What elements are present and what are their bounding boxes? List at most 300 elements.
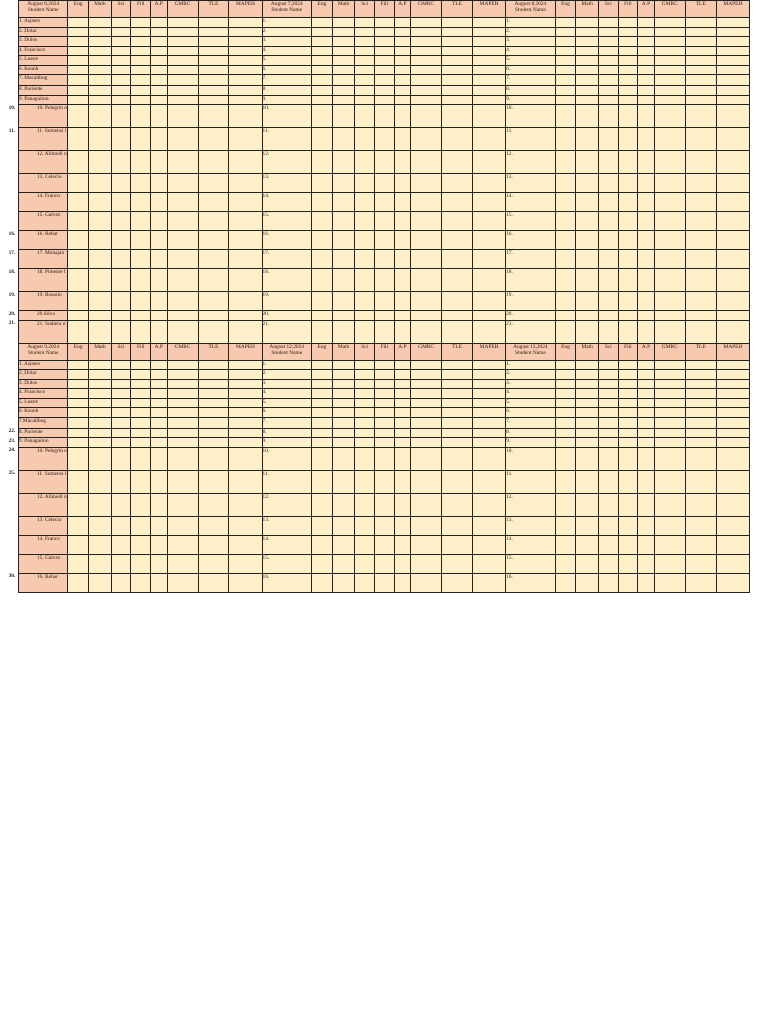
grade-cell-mapeh[interactable] bbox=[716, 231, 749, 250]
grade-cell-sci[interactable] bbox=[111, 174, 131, 193]
grade-cell-mapeh[interactable] bbox=[229, 389, 262, 399]
grade-cell-gmrc[interactable] bbox=[654, 105, 685, 128]
grade-cell-tle[interactable] bbox=[442, 535, 473, 554]
student-name-cell[interactable]: 16. Rebar bbox=[18, 573, 68, 592]
grade-cell-fill[interactable] bbox=[375, 320, 395, 343]
grade-cell-math[interactable] bbox=[576, 417, 599, 428]
grade-cell-a-p[interactable] bbox=[394, 174, 411, 193]
grade-cell-fill[interactable] bbox=[618, 86, 638, 96]
grade-cell-eng[interactable] bbox=[555, 128, 576, 151]
grade-cell-math[interactable] bbox=[576, 151, 599, 174]
grade-cell-tle[interactable] bbox=[198, 56, 229, 66]
grade-cell-sci[interactable] bbox=[111, 320, 131, 343]
grade-cell-math[interactable] bbox=[576, 493, 599, 516]
grade-cell-eng[interactable] bbox=[312, 470, 333, 493]
grade-cell-a-p[interactable] bbox=[394, 311, 411, 321]
grade-cell-tle[interactable] bbox=[198, 379, 229, 389]
student-number-cell[interactable]: 7. bbox=[262, 75, 312, 86]
grade-cell-gmrc[interactable] bbox=[167, 447, 198, 470]
grade-cell-sci[interactable] bbox=[355, 212, 375, 231]
grade-cell-gmrc[interactable] bbox=[654, 370, 685, 380]
student-number-cell[interactable]: 4. bbox=[506, 389, 556, 399]
grade-cell-eng[interactable] bbox=[312, 56, 333, 66]
student-number-cell[interactable]: 3. bbox=[506, 379, 556, 389]
grade-cell-sci[interactable] bbox=[599, 292, 619, 311]
grade-cell-fill[interactable] bbox=[375, 250, 395, 269]
grade-cell-mapeh[interactable] bbox=[473, 573, 506, 592]
student-name-cell[interactable]: 3. Dulos bbox=[18, 379, 68, 389]
grade-cell-math[interactable] bbox=[576, 379, 599, 389]
student-name-cell[interactable]: 7. Macalibog bbox=[18, 75, 68, 86]
grade-cell-tle[interactable] bbox=[685, 27, 716, 37]
grade-cell-a-p[interactable] bbox=[394, 370, 411, 380]
grade-cell-sci[interactable] bbox=[599, 554, 619, 573]
grade-cell-math[interactable] bbox=[89, 470, 112, 493]
grade-cell-a-p[interactable] bbox=[394, 320, 411, 343]
grade-cell-sci[interactable] bbox=[111, 231, 131, 250]
grade-cell-sci[interactable] bbox=[599, 37, 619, 47]
grade-cell-eng[interactable] bbox=[68, 408, 89, 418]
grade-cell-fill[interactable] bbox=[375, 56, 395, 66]
student-name-cell[interactable]: 9. Panaguiton bbox=[18, 438, 68, 448]
grade-cell-tle[interactable] bbox=[442, 56, 473, 66]
grade-cell-sci[interactable] bbox=[355, 75, 375, 86]
grade-cell-tle[interactable] bbox=[442, 360, 473, 370]
student-number-cell[interactable]: 16. bbox=[506, 573, 556, 592]
grade-cell-a-p[interactable] bbox=[638, 360, 655, 370]
grade-cell-mapeh[interactable] bbox=[229, 320, 262, 343]
grade-cell-a-p[interactable] bbox=[151, 573, 168, 592]
grade-cell-math[interactable] bbox=[89, 250, 112, 269]
grade-cell-mapeh[interactable] bbox=[473, 27, 506, 37]
grade-cell-tle[interactable] bbox=[685, 360, 716, 370]
grade-cell-eng[interactable] bbox=[312, 516, 333, 535]
grade-cell-fill[interactable] bbox=[375, 193, 395, 212]
grade-cell-mapeh[interactable] bbox=[473, 417, 506, 428]
grade-cell-gmrc[interactable] bbox=[167, 95, 198, 105]
grade-cell-tle[interactable] bbox=[685, 438, 716, 448]
grade-cell-eng[interactable] bbox=[68, 86, 89, 96]
grade-cell-eng[interactable] bbox=[312, 554, 333, 573]
grade-cell-fill[interactable] bbox=[131, 151, 151, 174]
grade-cell-mapeh[interactable] bbox=[473, 493, 506, 516]
grade-cell-tle[interactable] bbox=[198, 370, 229, 380]
grade-cell-fill[interactable] bbox=[375, 151, 395, 174]
grade-cell-gmrc[interactable] bbox=[654, 56, 685, 66]
grade-cell-eng[interactable] bbox=[312, 417, 333, 428]
grade-cell-mapeh[interactable] bbox=[716, 128, 749, 151]
grade-cell-math[interactable] bbox=[576, 27, 599, 37]
grade-cell-a-p[interactable] bbox=[151, 65, 168, 75]
student-number-cell[interactable]: 5. bbox=[262, 398, 312, 408]
grade-cell-fill[interactable] bbox=[618, 417, 638, 428]
grade-cell-tle[interactable] bbox=[442, 311, 473, 321]
grade-cell-fill[interactable] bbox=[618, 447, 638, 470]
grade-cell-sci[interactable] bbox=[111, 95, 131, 105]
grade-cell-fill[interactable] bbox=[375, 470, 395, 493]
grade-cell-gmrc[interactable] bbox=[411, 65, 442, 75]
grade-cell-sci[interactable] bbox=[111, 398, 131, 408]
grade-cell-tle[interactable] bbox=[198, 231, 229, 250]
grade-cell-sci[interactable] bbox=[355, 250, 375, 269]
grade-cell-gmrc[interactable] bbox=[654, 428, 685, 438]
grade-cell-math[interactable] bbox=[332, 86, 355, 96]
grade-cell-mapeh[interactable] bbox=[473, 379, 506, 389]
grade-cell-gmrc[interactable] bbox=[411, 269, 442, 292]
grade-cell-fill[interactable] bbox=[131, 417, 151, 428]
grade-cell-a-p[interactable] bbox=[638, 18, 655, 28]
grade-cell-eng[interactable] bbox=[68, 370, 89, 380]
grade-cell-mapeh[interactable] bbox=[716, 428, 749, 438]
grade-cell-math[interactable] bbox=[332, 470, 355, 493]
grade-cell-math[interactable] bbox=[89, 360, 112, 370]
student-name-cell[interactable]: 6. Ksonh bbox=[18, 408, 68, 418]
student-name-cell[interactable]: 4. Francisco bbox=[18, 389, 68, 399]
student-name-cell[interactable]: 11. Sumensi l bbox=[18, 470, 68, 493]
grade-cell-mapeh[interactable] bbox=[473, 360, 506, 370]
grade-cell-tle[interactable] bbox=[685, 151, 716, 174]
grade-cell-sci[interactable] bbox=[355, 447, 375, 470]
grade-cell-gmrc[interactable] bbox=[411, 56, 442, 66]
grade-cell-math[interactable] bbox=[576, 470, 599, 493]
grade-cell-tle[interactable] bbox=[685, 86, 716, 96]
student-name-cell[interactable]: 12. Alimodi n bbox=[18, 493, 68, 516]
grade-cell-mapeh[interactable] bbox=[716, 46, 749, 56]
grade-cell-sci[interactable] bbox=[111, 447, 131, 470]
grade-cell-a-p[interactable] bbox=[151, 554, 168, 573]
grade-cell-eng[interactable] bbox=[312, 535, 333, 554]
grade-cell-tle[interactable] bbox=[685, 231, 716, 250]
grade-cell-mapeh[interactable] bbox=[716, 174, 749, 193]
grade-cell-a-p[interactable] bbox=[151, 438, 168, 448]
grade-cell-tle[interactable] bbox=[198, 151, 229, 174]
grade-cell-a-p[interactable] bbox=[151, 292, 168, 311]
grade-cell-math[interactable] bbox=[89, 573, 112, 592]
grade-cell-math[interactable] bbox=[332, 516, 355, 535]
grade-cell-gmrc[interactable] bbox=[411, 554, 442, 573]
grade-cell-sci[interactable] bbox=[599, 75, 619, 86]
student-number-cell[interactable]: 1. bbox=[506, 360, 556, 370]
grade-cell-mapeh[interactable] bbox=[229, 428, 262, 438]
grade-cell-tle[interactable] bbox=[198, 516, 229, 535]
grade-cell-a-p[interactable] bbox=[151, 86, 168, 96]
grade-cell-gmrc[interactable] bbox=[167, 398, 198, 408]
grade-cell-sci[interactable] bbox=[355, 174, 375, 193]
student-name-cell[interactable]: 6. Ksonh bbox=[18, 65, 68, 75]
grade-cell-gmrc[interactable] bbox=[654, 65, 685, 75]
grade-cell-a-p[interactable] bbox=[394, 573, 411, 592]
grade-cell-eng[interactable] bbox=[68, 174, 89, 193]
grade-cell-eng[interactable] bbox=[555, 493, 576, 516]
grade-cell-fill[interactable] bbox=[618, 250, 638, 269]
grade-cell-a-p[interactable] bbox=[394, 212, 411, 231]
grade-cell-eng[interactable] bbox=[555, 379, 576, 389]
grade-cell-eng[interactable] bbox=[68, 231, 89, 250]
grade-cell-gmrc[interactable] bbox=[411, 250, 442, 269]
grade-cell-tle[interactable] bbox=[685, 269, 716, 292]
grade-cell-gmrc[interactable] bbox=[654, 417, 685, 428]
grade-cell-math[interactable] bbox=[89, 428, 112, 438]
grade-cell-math[interactable] bbox=[89, 212, 112, 231]
student-number-cell[interactable]: 2. bbox=[506, 27, 556, 37]
student-number-cell[interactable]: 6. bbox=[506, 65, 556, 75]
grade-cell-sci[interactable] bbox=[111, 408, 131, 418]
grade-cell-eng[interactable] bbox=[555, 37, 576, 47]
student-number-cell[interactable]: 2. bbox=[262, 27, 312, 37]
grade-cell-mapeh[interactable] bbox=[229, 250, 262, 269]
grade-cell-eng[interactable] bbox=[312, 231, 333, 250]
grade-cell-mapeh[interactable] bbox=[229, 46, 262, 56]
grade-cell-a-p[interactable] bbox=[151, 105, 168, 128]
grade-cell-tle[interactable] bbox=[442, 370, 473, 380]
grade-cell-fill[interactable] bbox=[131, 493, 151, 516]
student-name-cell[interactable]: 11. Sumensi l bbox=[18, 128, 68, 151]
grade-cell-a-p[interactable] bbox=[638, 250, 655, 269]
grade-cell-tle[interactable] bbox=[442, 27, 473, 37]
grade-cell-sci[interactable] bbox=[599, 27, 619, 37]
grade-cell-sci[interactable] bbox=[111, 86, 131, 96]
student-number-cell[interactable]: 12. bbox=[262, 151, 312, 174]
student-name-cell[interactable]: 13. Celecio bbox=[18, 174, 68, 193]
grade-cell-gmrc[interactable] bbox=[167, 37, 198, 47]
grade-cell-math[interactable] bbox=[89, 493, 112, 516]
grade-cell-math[interactable] bbox=[89, 105, 112, 128]
grade-cell-sci[interactable] bbox=[355, 398, 375, 408]
grade-cell-eng[interactable] bbox=[312, 18, 333, 28]
grade-cell-math[interactable] bbox=[332, 56, 355, 66]
grade-cell-math[interactable] bbox=[576, 360, 599, 370]
student-number-cell[interactable]: 12. bbox=[506, 493, 556, 516]
grade-cell-tle[interactable] bbox=[198, 75, 229, 86]
grade-cell-eng[interactable] bbox=[68, 105, 89, 128]
grade-cell-math[interactable] bbox=[576, 95, 599, 105]
grade-cell-mapeh[interactable] bbox=[716, 573, 749, 592]
grade-cell-math[interactable] bbox=[332, 75, 355, 86]
student-number-cell[interactable]: 18. bbox=[262, 269, 312, 292]
grade-cell-tle[interactable] bbox=[198, 95, 229, 105]
grade-cell-math[interactable] bbox=[89, 56, 112, 66]
grade-cell-mapeh[interactable] bbox=[716, 269, 749, 292]
grade-cell-sci[interactable] bbox=[599, 379, 619, 389]
student-number-cell[interactable]: 6. bbox=[262, 65, 312, 75]
grade-cell-mapeh[interactable] bbox=[473, 470, 506, 493]
grade-cell-sci[interactable] bbox=[355, 105, 375, 128]
grade-cell-gmrc[interactable] bbox=[411, 95, 442, 105]
grade-cell-mapeh[interactable] bbox=[473, 320, 506, 343]
student-number-cell[interactable]: 12. bbox=[262, 493, 312, 516]
grade-cell-math[interactable] bbox=[332, 250, 355, 269]
grade-cell-math[interactable] bbox=[89, 27, 112, 37]
grade-cell-mapeh[interactable] bbox=[716, 470, 749, 493]
grade-cell-a-p[interactable] bbox=[151, 46, 168, 56]
grade-cell-tle[interactable] bbox=[442, 269, 473, 292]
grade-cell-math[interactable] bbox=[332, 360, 355, 370]
student-name-cell[interactable]: 18. Pimente l bbox=[18, 269, 68, 292]
grade-cell-gmrc[interactable] bbox=[411, 447, 442, 470]
grade-cell-tle[interactable] bbox=[442, 193, 473, 212]
grade-cell-mapeh[interactable] bbox=[473, 311, 506, 321]
grade-cell-gmrc[interactable] bbox=[411, 174, 442, 193]
grade-cell-tle[interactable] bbox=[442, 447, 473, 470]
grade-cell-math[interactable] bbox=[576, 311, 599, 321]
grade-cell-math[interactable] bbox=[89, 379, 112, 389]
grade-cell-gmrc[interactable] bbox=[167, 56, 198, 66]
grade-cell-sci[interactable] bbox=[355, 86, 375, 96]
grade-cell-eng[interactable] bbox=[312, 212, 333, 231]
grade-cell-fill[interactable] bbox=[618, 105, 638, 128]
grade-cell-fill[interactable] bbox=[131, 231, 151, 250]
grade-cell-gmrc[interactable] bbox=[167, 27, 198, 37]
grade-cell-mapeh[interactable] bbox=[716, 65, 749, 75]
grade-cell-fill[interactable] bbox=[375, 269, 395, 292]
grade-cell-gmrc[interactable] bbox=[411, 360, 442, 370]
grade-cell-math[interactable] bbox=[576, 65, 599, 75]
grade-cell-mapeh[interactable] bbox=[229, 408, 262, 418]
student-name-cell[interactable]: 19. Rosario bbox=[18, 292, 68, 311]
grade-cell-mapeh[interactable] bbox=[716, 151, 749, 174]
grade-cell-a-p[interactable] bbox=[638, 370, 655, 380]
student-name-cell[interactable]: 1. Asjeers bbox=[18, 360, 68, 370]
grade-cell-gmrc[interactable] bbox=[411, 151, 442, 174]
grade-cell-mapeh[interactable] bbox=[229, 379, 262, 389]
grade-cell-a-p[interactable] bbox=[638, 231, 655, 250]
grade-cell-a-p[interactable] bbox=[638, 573, 655, 592]
grade-cell-fill[interactable] bbox=[618, 408, 638, 418]
grade-cell-gmrc[interactable] bbox=[167, 370, 198, 380]
grade-cell-tle[interactable] bbox=[198, 554, 229, 573]
grade-cell-math[interactable] bbox=[89, 311, 112, 321]
grade-cell-eng[interactable] bbox=[68, 447, 89, 470]
grade-cell-gmrc[interactable] bbox=[411, 370, 442, 380]
grade-cell-gmrc[interactable] bbox=[167, 46, 198, 56]
grade-cell-tle[interactable] bbox=[198, 105, 229, 128]
grade-cell-sci[interactable] bbox=[599, 389, 619, 399]
grade-cell-math[interactable] bbox=[576, 269, 599, 292]
grade-cell-tle[interactable] bbox=[198, 447, 229, 470]
grade-cell-a-p[interactable] bbox=[638, 128, 655, 151]
grade-cell-math[interactable] bbox=[89, 398, 112, 408]
grade-cell-math[interactable] bbox=[89, 417, 112, 428]
grade-cell-eng[interactable] bbox=[68, 212, 89, 231]
grade-cell-mapeh[interactable] bbox=[473, 75, 506, 86]
grade-cell-tle[interactable] bbox=[685, 554, 716, 573]
grade-cell-fill[interactable] bbox=[375, 360, 395, 370]
grade-cell-sci[interactable] bbox=[599, 516, 619, 535]
grade-cell-sci[interactable] bbox=[599, 320, 619, 343]
grade-cell-fill[interactable] bbox=[618, 269, 638, 292]
grade-cell-sci[interactable] bbox=[355, 37, 375, 47]
grade-cell-eng[interactable] bbox=[68, 398, 89, 408]
student-name-cell[interactable]: 21. Sodiera n bbox=[18, 320, 68, 343]
grade-cell-a-p[interactable] bbox=[394, 18, 411, 28]
grade-cell-fill[interactable] bbox=[618, 128, 638, 151]
grade-cell-gmrc[interactable] bbox=[411, 535, 442, 554]
grade-cell-gmrc[interactable] bbox=[654, 27, 685, 37]
grade-cell-gmrc[interactable] bbox=[654, 535, 685, 554]
grade-cell-gmrc[interactable] bbox=[411, 311, 442, 321]
grade-cell-tle[interactable] bbox=[442, 417, 473, 428]
grade-cell-a-p[interactable] bbox=[151, 493, 168, 516]
grade-cell-sci[interactable] bbox=[355, 535, 375, 554]
grade-cell-tle[interactable] bbox=[685, 447, 716, 470]
grade-cell-tle[interactable] bbox=[198, 37, 229, 47]
grade-cell-eng[interactable] bbox=[555, 389, 576, 399]
grade-cell-math[interactable] bbox=[89, 231, 112, 250]
grade-cell-a-p[interactable] bbox=[394, 493, 411, 516]
grade-cell-eng[interactable] bbox=[312, 398, 333, 408]
grade-cell-tle[interactable] bbox=[442, 46, 473, 56]
grade-cell-gmrc[interactable] bbox=[654, 311, 685, 321]
grade-cell-eng[interactable] bbox=[68, 128, 89, 151]
grade-cell-sci[interactable] bbox=[599, 193, 619, 212]
grade-cell-fill[interactable] bbox=[375, 389, 395, 399]
student-name-cell[interactable]: 17. Monajan bbox=[18, 250, 68, 269]
grade-cell-tle[interactable] bbox=[198, 470, 229, 493]
grade-cell-a-p[interactable] bbox=[151, 193, 168, 212]
grade-cell-eng[interactable] bbox=[555, 573, 576, 592]
grade-cell-sci[interactable] bbox=[111, 370, 131, 380]
grade-cell-eng[interactable] bbox=[555, 360, 576, 370]
grade-cell-tle[interactable] bbox=[442, 250, 473, 269]
grade-cell-gmrc[interactable] bbox=[654, 250, 685, 269]
grade-cell-a-p[interactable] bbox=[638, 554, 655, 573]
grade-cell-a-p[interactable] bbox=[151, 75, 168, 86]
grade-cell-eng[interactable] bbox=[555, 535, 576, 554]
grade-cell-tle[interactable] bbox=[198, 269, 229, 292]
grade-cell-fill[interactable] bbox=[131, 27, 151, 37]
grade-cell-gmrc[interactable] bbox=[654, 95, 685, 105]
grade-cell-math[interactable] bbox=[332, 438, 355, 448]
grade-cell-sci[interactable] bbox=[599, 151, 619, 174]
grade-cell-mapeh[interactable] bbox=[473, 193, 506, 212]
grade-cell-mapeh[interactable] bbox=[229, 18, 262, 28]
grade-cell-math[interactable] bbox=[576, 554, 599, 573]
grade-cell-tle[interactable] bbox=[442, 18, 473, 28]
grade-cell-eng[interactable] bbox=[68, 493, 89, 516]
grade-cell-mapeh[interactable] bbox=[473, 56, 506, 66]
grade-cell-eng[interactable] bbox=[312, 65, 333, 75]
grade-cell-math[interactable] bbox=[332, 151, 355, 174]
grade-cell-fill[interactable] bbox=[618, 370, 638, 380]
grade-cell-a-p[interactable] bbox=[394, 417, 411, 428]
grade-cell-tle[interactable] bbox=[198, 360, 229, 370]
grade-cell-gmrc[interactable] bbox=[167, 417, 198, 428]
grade-cell-sci[interactable] bbox=[355, 18, 375, 28]
grade-cell-fill[interactable] bbox=[131, 370, 151, 380]
grade-cell-tle[interactable] bbox=[442, 95, 473, 105]
grade-cell-math[interactable] bbox=[332, 311, 355, 321]
grade-cell-fill[interactable] bbox=[131, 320, 151, 343]
grade-cell-a-p[interactable] bbox=[151, 269, 168, 292]
grade-cell-sci[interactable] bbox=[355, 370, 375, 380]
grade-cell-sci[interactable] bbox=[355, 292, 375, 311]
student-number-cell[interactable]: 13. bbox=[262, 174, 312, 193]
grade-cell-mapeh[interactable] bbox=[716, 292, 749, 311]
grade-cell-gmrc[interactable] bbox=[167, 311, 198, 321]
grade-cell-mapeh[interactable] bbox=[473, 128, 506, 151]
grade-cell-a-p[interactable] bbox=[151, 428, 168, 438]
grade-cell-math[interactable] bbox=[576, 398, 599, 408]
grade-cell-fill[interactable] bbox=[131, 75, 151, 86]
grade-cell-mapeh[interactable] bbox=[473, 554, 506, 573]
grade-cell-sci[interactable] bbox=[599, 56, 619, 66]
student-name-cell[interactable]: 7.Macalibog bbox=[18, 417, 68, 428]
grade-cell-a-p[interactable] bbox=[151, 370, 168, 380]
grade-cell-a-p[interactable] bbox=[394, 554, 411, 573]
grade-cell-mapeh[interactable] bbox=[229, 65, 262, 75]
grade-cell-tle[interactable] bbox=[198, 320, 229, 343]
grade-cell-eng[interactable] bbox=[68, 379, 89, 389]
